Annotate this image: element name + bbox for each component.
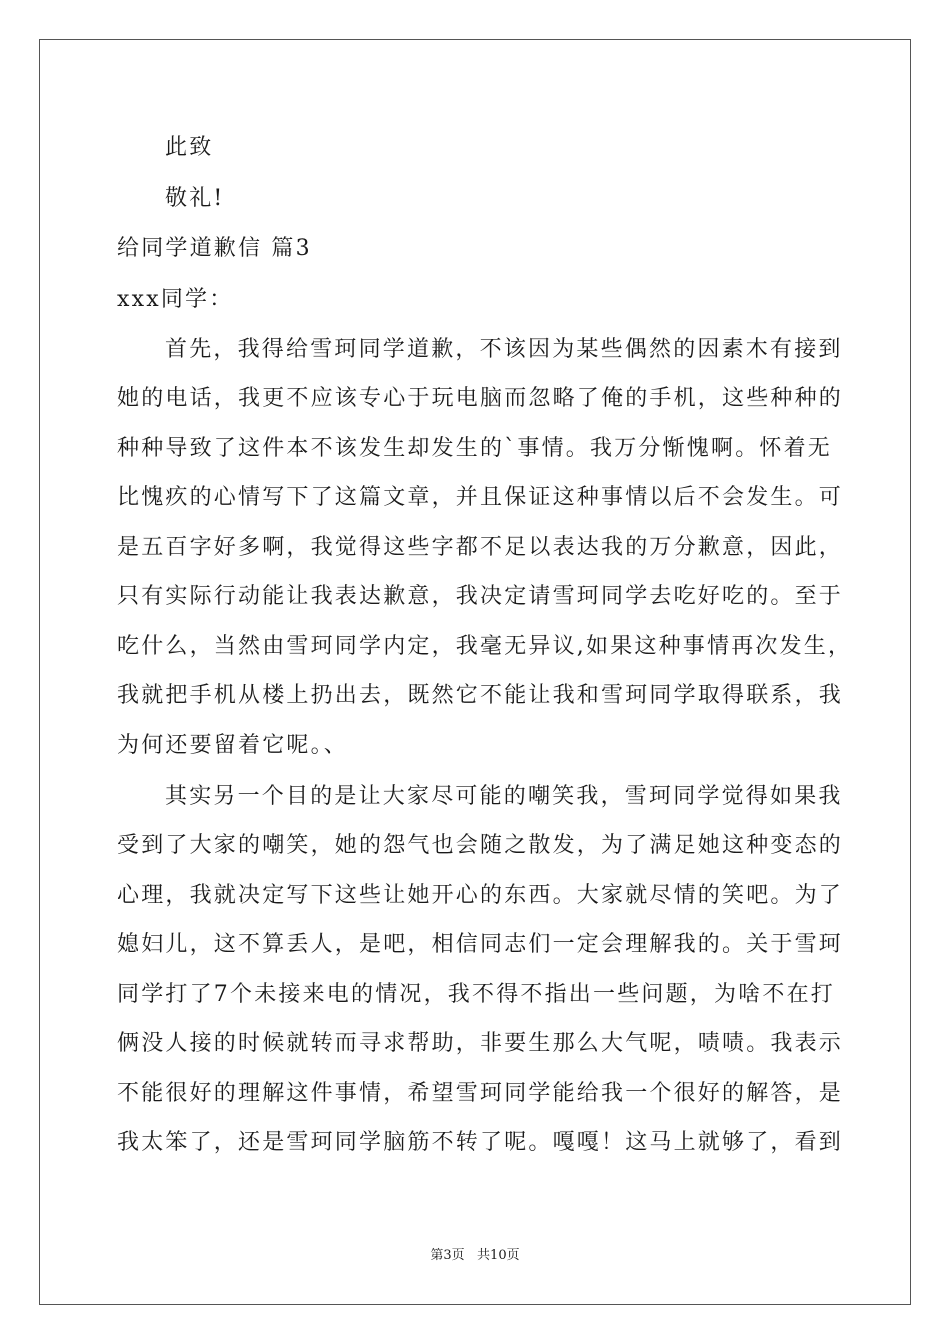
paragraph-line: 心理，我就决定写下这些让她开心的东西。大家就尽情的笑吧。为了 [117,883,844,908]
closing-salutation: 此致 [165,135,214,160]
closing-regards: 敬礼! [165,186,225,211]
paragraph-line: 媳妇儿，这不算丢人，是吧，相信同志们一定会理解我的。关于雪珂 [117,932,844,957]
paragraph-line: 不能很好的理解这件事情，希望雪珂同学能给我一个很好的解答，是 [117,1081,844,1106]
paragraph-line: 俩没人接的时候就转而寻求帮助，非要生那么大气呢，啧啧。我表示 [117,1031,844,1056]
paragraph-line: 她的电话，我更不应该专心于玩电脑而忽略了俺的手机，这些种种的 [117,386,844,411]
paragraph-line: 吃什么，当然由雪珂同学内定，我毫无异议,如果这种事情再次发生， [117,634,853,659]
paragraph-line: 我就把手机从楼上扔出去，既然它不能让我和雪珂同学取得联系，我 [117,683,844,708]
paragraph-line: 我太笨了，还是雪珂同学脑筋不转了呢。嘎嘎！这马上就够了，看到 [117,1130,844,1155]
paragraph-line: 比愧疚的心情写下了这篇文章，并且保证这种事情以后不会发生。可 [117,485,844,510]
paragraph-line: 首先，我得给雪珂同学道歉，不该因为某些偶然的因素木有接到 [165,337,843,362]
page-footer: 第3页 共10页 [430,1248,520,1263]
paragraph-line: 种种导致了这件本不该发生却发生的`事情。我万分惭愧啊。怀着无 [117,436,833,461]
paragraph-line: 为何还要留着它呢。、 [117,733,349,758]
paragraph-line: 同学打了7个未接来电的情况，我不得不指出一些问题，为啥不在打 [117,982,835,1007]
paragraph-line: 只有实际行动能让我表达歉意，我决定请雪珂同学去吃好吃的。至于 [117,584,844,609]
paragraph-line: 受到了大家的嘲笑，她的怨气也会随之散发，为了满足她这种变态的 [117,833,844,858]
page-border [39,39,911,1305]
paragraph-line: 其实另一个目的是让大家尽可能的嘲笑我，雪珂同学觉得如果我 [165,784,843,809]
greeting: xxx同学： [117,287,234,312]
section-title: 给同学道歉信 篇3 [117,236,312,261]
paragraph-line: 是五百字好多啊，我觉得这些字都不足以表达我的万分歉意，因此， [117,535,844,560]
